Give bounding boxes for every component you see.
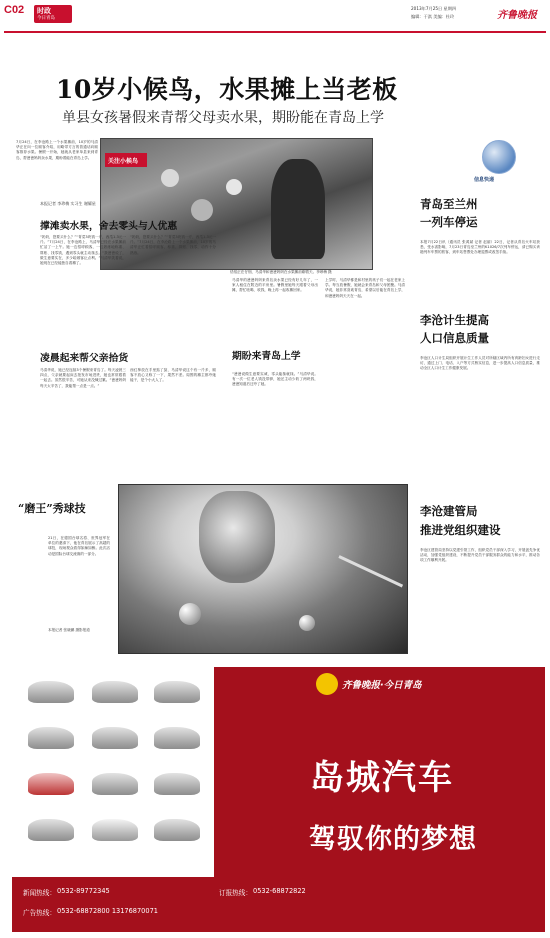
ad-brand: 齐鲁晚报·今日青岛 xyxy=(342,680,422,691)
section-badge xyxy=(34,5,72,23)
page-code: C02 xyxy=(4,4,25,16)
brief-1-title-line2: 一列车停运 xyxy=(420,215,478,229)
section-body-3: 上学时，马清华都是和村里的孩子们一起在老家上学。每当放暑假，她就会来青岛和父母团聚。马清华说，她非常喜欢青岛，希望以后能在青岛上学，和爸爸妈妈天天在一起。 xyxy=(325,278,405,298)
editor-line: 编辑：于淇 美编：杜玲 xyxy=(411,14,455,19)
newspaper-logo: 齐鲁晚报 xyxy=(497,10,537,21)
section-body-2: 马清华说，她已经连续3个暑假来青岛了。每天凌晨三四点，父亲就要起床去批发市场进货，她也常常跟着一起去。虽然很辛苦，可她从来没喊过累。“爸爸妈妈每天太辛苦了，我能帮一点是一点。” xyxy=(40,368,126,388)
brand-logo-icon xyxy=(316,673,338,695)
billiard-photo xyxy=(118,484,408,654)
fruit-shape xyxy=(161,169,179,187)
car-shape xyxy=(28,727,74,749)
fruit-shape xyxy=(191,199,213,221)
side-story-body: 21日，在德国台球名将、世界冠军在单位的邀请下，他在青岛展示了高超的球技，现场观众看得如痴如醉。此次活动是国际台球交流赛的一部分。 xyxy=(48,536,110,556)
header-rule xyxy=(4,31,546,33)
page-header xyxy=(0,0,550,30)
brief-3-title-line1: 李沧建管局 xyxy=(420,504,478,518)
column-2b-text: 西红柿放在手里掂了掂，马清华说这个有一斤多，顾客不放心又称了一下，果然不差。周围的摊主都夸她能干，是个小大人了。 xyxy=(130,368,216,383)
car-shape xyxy=(154,773,200,795)
fruit-shape xyxy=(226,179,242,195)
brief-3-title-line2: 推进党组织建设 xyxy=(420,523,501,537)
ad-hotline-value: 0532-68872800 13176870071 xyxy=(57,907,158,915)
car-shape xyxy=(92,727,138,749)
byline: 本报记者 李珍梅 实习生 谢耀星 xyxy=(40,201,96,206)
subheadline: 单县女孩暑假来青帮父母卖水果，期盼能在青岛上学 xyxy=(62,110,384,126)
girl-figure xyxy=(271,159,325,259)
news-hotline-label: 新闻热线： xyxy=(23,889,56,897)
news-hotline-value: 0532-89772345 xyxy=(57,887,110,895)
section-title-2: 凌晨起来帮父亲拾货 xyxy=(40,353,129,364)
brief-1-title-line1: 青岛至兰州 xyxy=(420,197,478,211)
globe-icon xyxy=(482,140,516,174)
brief-2-body: 李沧区人口计生局组织开展计生工作人员对所辖区域内所有育龄妇女进行走访，通过上门、电话、入户等方式核实信息，进一步提高人口信息质量，推动全区人口计生工作健康发展。 xyxy=(420,356,540,371)
car-shape xyxy=(28,681,74,703)
ball-shape xyxy=(299,615,315,631)
photo-tag xyxy=(105,153,147,167)
side-story-credit: 本报记者 张晓鹏 摄影报道 xyxy=(48,628,90,632)
column-2-text: “奶奶，您要买什么？”“青菜3块钱一斤，西瓜1.3元一斤。”7月24日，在李沧路上一个水果摊前，10岁的马清华正忙着招呼顾客，称重、算账、找零，动作十分熟练。 xyxy=(130,235,216,255)
car-shape xyxy=(154,681,200,703)
column-3b-text: “爸爸说做生意要实诚，零头能抹就抹。”马清华说。有一次一位老人钱没带够，她还主动少收了两块钱，爸爸知道后还夸了她。 xyxy=(232,372,318,387)
ball-shape xyxy=(179,603,201,625)
car-grid xyxy=(12,667,214,877)
section-body-1: “奶奶，您要买什么？”“青菜3块钱一斤，西瓜1.3元一斤。”7月24日，在李沧路上，马清华已经在水果摊前忙活了一上午。她一边招呼顾客，一边熟练地称重、算账、找零钱，遇到零头就主动抹去。“我爸爸说了，做生意要实在，多少给顾客让点利。”马清华笑着说，她现在已经能独自看摊了。 xyxy=(40,235,126,266)
photo-tag-label: 关注小候鸟 xyxy=(108,158,139,165)
car-shape xyxy=(92,819,138,841)
player-figure xyxy=(199,491,275,583)
side-story-title: “磨王”秀球技 xyxy=(18,502,86,515)
subscription-hotline-label: 订报热线： xyxy=(219,889,252,897)
car-shape xyxy=(28,773,74,795)
section-title-1: 撑滩卖水果，舍去零头与人优惠 xyxy=(40,221,178,232)
car-shape xyxy=(154,727,200,749)
brief-1-body: 本报7月22日讯（通讯员 张鸿斌 记者 赵丽）22日，记者从青岛火车站获悉，受水害影响，7月23日青岛至兰州的K1026/7次列车停运，请已购买该趟列车车票的旅客，到车站售票处办理退票或改签手续。 xyxy=(420,240,540,255)
ad-contact-info xyxy=(23,881,533,929)
car-shape xyxy=(154,819,200,841)
brief-2-title-line2: 人口信息质量 xyxy=(420,331,489,345)
brief-3-body: 李沧区建管局坚持以党建引领工作，组织党员干部深入学习，开展创先争优活动，加强党组织建设，不断提升党员干部服务群众的能力和水平，推动各项工作顺利开展。 xyxy=(420,548,540,563)
ad-hotline-label: 广告热线： xyxy=(23,909,56,917)
car-shape xyxy=(92,681,138,703)
column-3-text: 马清华的爸爸妈妈来青岛卖水果已经有好几年了，一家人租住在附近的平房里。暑假里她每天跟着父母出摊，帮忙吆喝、收钱，晚上再一起收摊回家。 xyxy=(232,278,318,293)
car-shape xyxy=(92,773,138,795)
section-subname: 今日青岛 xyxy=(37,16,55,21)
cue-shape xyxy=(338,555,403,587)
car-advertisement xyxy=(12,667,545,932)
headline: 10岁小候鸟，水果摊上当老板 xyxy=(56,75,398,104)
issue-date: 2013年7月25日 星期四 xyxy=(411,6,457,11)
car-shape xyxy=(28,819,74,841)
ad-title: 岛城汽车 xyxy=(310,758,454,798)
article-intro: 7月24日，在李沧路上一个水果摊前，10岁的马清华正在向一位顾客介绍，用略带方言的普通话向顾客推荐水果。暑假一开始，她就从老家单县来到青岛，帮爸爸妈妈卖水果，期盼着能在青岛上学。 xyxy=(16,140,98,160)
ad-slogan: 驾驭你的梦想 xyxy=(309,824,477,855)
brief-2-title-line1: 李沧计生提高 xyxy=(420,313,489,327)
news-brief-badge: 信息快递 xyxy=(474,177,495,183)
subscription-hotline-value: 0532-68872822 xyxy=(253,887,306,895)
photo-caption: 恬恬正在仔细，马清华和爸爸妈妈在水果摊前聊着天。李珍梅 摄 xyxy=(230,270,332,274)
section-name: 时政 xyxy=(37,7,51,15)
section-title-3: 期盼来青岛上学 xyxy=(232,351,301,362)
